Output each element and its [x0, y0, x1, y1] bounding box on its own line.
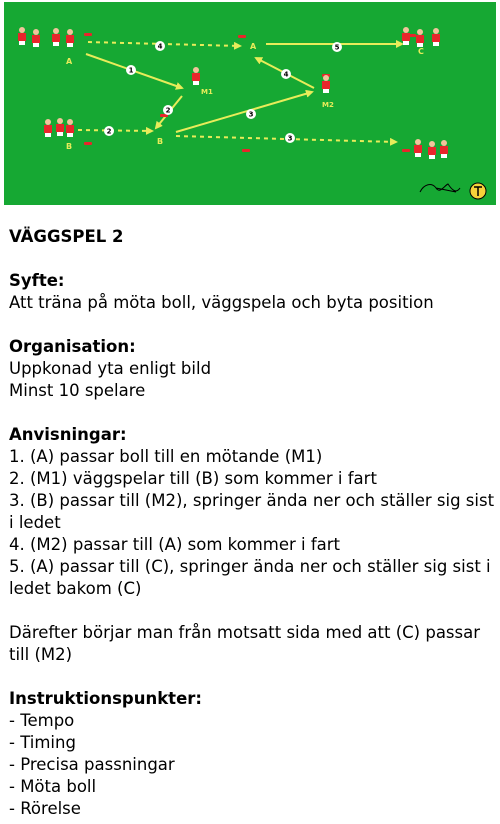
- label-c-right: C: [418, 47, 424, 56]
- instruktion-item: - Möta boll: [9, 777, 97, 796]
- anvisning-item: 1. (A) passar boll till en mötande (M1): [9, 447, 323, 466]
- player-icon: [52, 28, 60, 46]
- anvisning-item: 3. (B) passar till (M2), springer ända ner och ställer sig sist i ledet: [9, 491, 495, 532]
- player-icon: [18, 27, 26, 45]
- badge-4: 4: [283, 70, 289, 79]
- player-icon: [440, 140, 448, 158]
- badge-3: 3: [248, 110, 254, 119]
- player-icon: [66, 29, 74, 47]
- label-b-mid: B: [157, 137, 164, 146]
- label-a-left: A: [66, 57, 73, 66]
- instruktion-item: - Precisa passningar: [9, 755, 175, 774]
- label-m2: M2: [322, 101, 334, 109]
- anvisning-item: 5. (A) passar till (C), springer ända ner och ställer sig sist i ledet bakom (C): [9, 557, 491, 598]
- drill-diagram: [4, 2, 496, 205]
- drill-document: [9, 226, 495, 820]
- player-icon: [416, 29, 424, 47]
- label-a-mid: A: [250, 42, 257, 51]
- player-icon: [192, 67, 200, 85]
- badge-4b: 4: [157, 42, 163, 51]
- anvisning-item: 2. (M1) väggspelar till (B) som kommer i fart: [9, 469, 377, 488]
- player-icon: [32, 29, 40, 47]
- instruktion-item: - Timing: [9, 733, 76, 752]
- club-logo: [470, 183, 486, 199]
- anvisningar-heading: Anvisningar:: [9, 425, 127, 444]
- organisation-line: Uppkonad yta enligt bild: [9, 359, 212, 378]
- player-icon: [44, 119, 52, 137]
- label-m1: M1: [201, 88, 213, 96]
- player-icon: [432, 28, 440, 46]
- player-icon: [322, 75, 330, 93]
- badge-2: 2: [165, 106, 171, 115]
- syfte-heading: Syfte:: [9, 271, 65, 290]
- badge-5: 5: [334, 43, 340, 52]
- instruktion-item: - Tempo: [9, 711, 75, 730]
- player-icon: [402, 27, 410, 45]
- signature-scribble: [420, 184, 460, 192]
- instruktion-heading: Instruktionspunkter:: [9, 689, 202, 708]
- badge-1: 1: [128, 66, 134, 75]
- player-icon: [66, 119, 74, 137]
- run-2-line: [78, 130, 152, 131]
- instruktion-item: - Rörelse: [9, 799, 81, 818]
- badge-2b: 2: [106, 127, 112, 136]
- pass-3-line: [176, 92, 312, 132]
- organisation-line: Minst 10 spelare: [9, 381, 146, 400]
- badge-3b: 3: [287, 134, 293, 143]
- label-b-left: B: [66, 142, 73, 151]
- player-icon: [414, 139, 422, 157]
- player-icon: [56, 118, 64, 136]
- organisation-heading: Organisation:: [9, 337, 136, 356]
- anvisning-item: 4. (M2) passar till (A) som kommer i fart: [9, 535, 341, 554]
- page-title: VÄGGSPEL 2: [9, 227, 124, 246]
- darefter-text: Därefter börjar man från motsatt sida med att (C) passar till (M2): [9, 623, 481, 664]
- diagram-svg: [4, 2, 496, 205]
- syfte-text: Att träna på möta boll, väggspela och byta position: [9, 293, 434, 312]
- player-icon: [428, 141, 436, 159]
